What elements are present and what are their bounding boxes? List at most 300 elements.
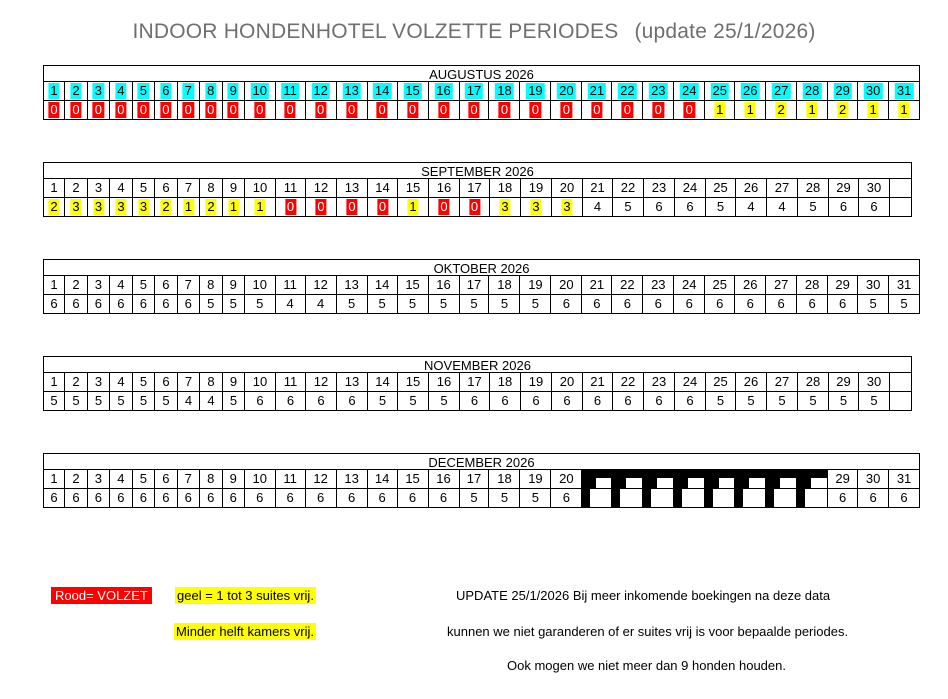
blocked-mark	[780, 470, 796, 478]
legend-yellow-2	[174, 623, 316, 640]
day-number: 15	[405, 374, 421, 389]
day-cell	[337, 470, 368, 489]
day-number: 5	[139, 83, 147, 98]
free-suites-value: 1	[409, 199, 417, 214]
free-suites-value: 5	[347, 296, 356, 311]
day-cell	[398, 179, 429, 198]
day-number: 22	[620, 180, 636, 195]
free-suites-value: 0	[500, 102, 509, 117]
day-number: 2	[72, 83, 80, 98]
day-cell	[643, 82, 674, 101]
day-number: 29	[835, 471, 850, 486]
value-cell	[552, 392, 583, 411]
free-suites-value: 6	[777, 296, 785, 311]
title-main: INDOOR HONDENHOTEL VOLZETTE PERIODES	[132, 20, 619, 43]
day-cell	[489, 470, 520, 489]
free-suites-value: 5	[869, 296, 877, 311]
free-suites-value: 5	[716, 393, 725, 408]
value-cell	[337, 101, 368, 120]
value-cell	[489, 101, 520, 120]
value-cell	[337, 198, 368, 217]
free-suites-value: 0	[378, 102, 386, 117]
day-cell	[674, 276, 705, 295]
free-suites-value: 5	[378, 296, 386, 311]
free-suites-value: 0	[139, 102, 147, 117]
value-cell	[429, 392, 460, 411]
free-suites-value: 0	[317, 102, 325, 117]
free-suites-value: 5	[900, 296, 908, 311]
value-cell	[306, 392, 337, 411]
day-number: 2	[72, 180, 80, 195]
value-cell	[43, 489, 65, 508]
value-cell	[643, 295, 674, 314]
day-number: 10	[252, 471, 267, 486]
page-title	[0, 20, 948, 44]
value-cell-blocked	[582, 489, 612, 508]
day-number: 27	[773, 83, 789, 98]
free-suites-value: 6	[593, 393, 602, 408]
free-suites-value: 6	[50, 490, 58, 505]
free-suites-value: 4	[317, 296, 325, 311]
free-suites-value: 6	[686, 199, 694, 214]
value-cell	[829, 198, 859, 217]
day-number: 5	[139, 374, 148, 389]
day-cell	[245, 179, 276, 198]
day-row	[43, 276, 920, 295]
legend-yellow-label: geel = 1 tot 3 suites vrij.	[177, 588, 314, 603]
value-cell	[133, 489, 155, 508]
free-suites-value: 5	[408, 296, 417, 311]
free-suites-value: 6	[117, 296, 125, 311]
value-cell	[706, 392, 736, 411]
day-cell	[612, 276, 643, 295]
day-number: 11	[283, 180, 298, 195]
free-suites-value: 5	[470, 296, 478, 311]
value-cell	[110, 101, 133, 120]
value-cell	[643, 101, 674, 120]
day-cell	[276, 276, 306, 295]
day-cell	[200, 276, 223, 295]
day-number: 27	[774, 374, 790, 389]
free-suites-value: 6	[532, 393, 540, 408]
free-suites-value: 5	[870, 393, 878, 408]
free-suites-value: 5	[229, 296, 237, 311]
free-suites-value: 5	[162, 393, 170, 408]
blocked-mark	[688, 470, 704, 478]
day-cell	[245, 82, 276, 101]
day-cell	[889, 276, 920, 295]
blocked-mark	[582, 470, 596, 488]
day-cell	[276, 373, 306, 392]
value-cell	[133, 198, 155, 217]
value-cell-blocked	[735, 489, 766, 508]
value-cell	[460, 392, 490, 411]
day-cell	[200, 470, 223, 489]
day-cell	[65, 373, 88, 392]
blocked-mark	[811, 470, 827, 478]
blocked-mark	[596, 470, 611, 478]
day-cell	[460, 179, 490, 198]
day-number: 23	[651, 277, 666, 292]
value-cell	[889, 295, 920, 314]
value-cell	[612, 101, 643, 120]
free-suites-value: 4	[593, 199, 602, 214]
day-number: 22	[620, 277, 635, 292]
blocked-mark	[643, 470, 657, 488]
value-cell-blocked	[766, 489, 797, 508]
month-title: SEPTEMBER 2026	[43, 162, 912, 179]
free-suites-value: 6	[162, 490, 170, 505]
day-cell-blocked	[735, 470, 766, 489]
day-number: 31	[896, 471, 912, 486]
day-number: 22	[620, 374, 636, 389]
day-number: 6	[162, 180, 170, 195]
day-cell	[200, 373, 223, 392]
day-cell	[223, 373, 245, 392]
day-cell	[706, 373, 736, 392]
value-cell	[88, 489, 110, 508]
month-block	[43, 65, 920, 120]
blocked-mark	[797, 470, 811, 488]
day-number: 16	[436, 83, 451, 98]
day-cell-blocked	[612, 470, 643, 489]
free-suites-value: 4	[286, 296, 294, 311]
day-cell	[368, 82, 398, 101]
value-cell	[858, 489, 889, 508]
free-suites-value: 0	[685, 102, 693, 117]
value-cell	[582, 101, 612, 120]
day-number: 31	[896, 83, 912, 98]
day-number: 13	[344, 277, 359, 292]
blocked-mark	[735, 489, 743, 507]
day-number: 11	[283, 277, 297, 292]
free-suites-value: 1	[256, 199, 264, 214]
value-cell	[245, 295, 276, 314]
empty-cell	[890, 179, 912, 198]
day-number: 31	[896, 277, 912, 292]
free-suites-value: 0	[286, 199, 295, 214]
free-suites-value: 6	[655, 199, 663, 214]
free-suites-value: 0	[207, 102, 215, 117]
day-cell	[88, 373, 110, 392]
day-cell	[110, 470, 133, 489]
day-number: 28	[805, 374, 821, 389]
free-suites-value: 2	[162, 199, 170, 214]
day-cell	[368, 276, 398, 295]
day-number: 11	[283, 471, 297, 486]
free-suites-value: 6	[256, 393, 264, 408]
day-number: 10	[252, 277, 267, 292]
free-suites-value: 5	[117, 393, 125, 408]
value-cell	[306, 198, 337, 217]
value-cell	[675, 198, 706, 217]
day-number: 4	[117, 277, 125, 292]
day-number: 29	[836, 374, 851, 389]
day-cell-blocked	[643, 470, 674, 489]
value-cell	[223, 198, 245, 217]
value-cell	[798, 198, 829, 217]
day-number: 23	[651, 180, 667, 195]
free-suites-value: 2	[50, 199, 58, 214]
value-cell	[612, 295, 643, 314]
free-suites-value: 1	[808, 102, 816, 117]
update-note-1: UPDATE 25/1/2026 Bij meer inkomende boekingen na deze data	[456, 588, 831, 603]
free-suites-value: 6	[563, 393, 571, 408]
free-suites-value: 6	[184, 296, 192, 311]
day-cell	[337, 82, 368, 101]
value-cell	[276, 101, 306, 120]
value-cell	[178, 392, 200, 411]
day-cell	[706, 179, 736, 198]
value-cell	[223, 489, 245, 508]
value-cell	[245, 392, 276, 411]
free-suites-value: 0	[470, 102, 478, 117]
day-number: 16	[436, 374, 452, 389]
free-suites-value: 6	[207, 490, 215, 505]
day-cell	[889, 470, 920, 489]
day-cell	[43, 470, 65, 489]
day-number: 18	[497, 180, 513, 195]
day-number: 17	[467, 374, 482, 389]
day-cell	[489, 82, 520, 101]
value-cell	[490, 198, 521, 217]
day-cell	[43, 373, 65, 392]
day-row	[43, 82, 920, 101]
day-cell	[223, 470, 245, 489]
day-cell	[829, 179, 859, 198]
day-number: 12	[313, 374, 329, 389]
blocked-mark	[626, 470, 642, 478]
free-suites-value: 3	[563, 199, 571, 214]
day-number: 18	[497, 83, 512, 98]
day-cell	[858, 470, 889, 489]
blocked-mark	[674, 489, 682, 507]
free-suites-value: 0	[593, 102, 601, 117]
blocked-mark	[719, 470, 734, 478]
free-suites-value: 6	[839, 199, 848, 214]
blocked-mark	[705, 470, 719, 488]
day-number: 3	[94, 83, 103, 98]
free-suites-value: 6	[347, 490, 356, 505]
day-number: 1	[50, 374, 58, 389]
value-cell	[368, 101, 398, 120]
free-suites-value: 5	[809, 199, 817, 214]
day-number: 1	[50, 83, 58, 98]
free-suites-value: 6	[623, 296, 631, 311]
day-cell	[460, 470, 490, 489]
day-number: 3	[94, 471, 103, 486]
day-number: 29	[836, 180, 851, 195]
title-update: (update 25/1/2026)	[634, 20, 816, 43]
free-suites-value: 6	[655, 393, 663, 408]
day-cell	[368, 470, 398, 489]
value-cell	[736, 198, 767, 217]
day-number: 14	[374, 83, 390, 98]
value-cell	[43, 295, 65, 314]
free-suites-value: 0	[72, 102, 80, 117]
free-suites-value: 6	[286, 393, 295, 408]
legend-yellow-label-2: Minder helft kamers vrij.	[176, 624, 314, 639]
day-row	[43, 179, 912, 198]
day-cell	[200, 82, 223, 101]
blocked-mark	[749, 470, 765, 478]
day-number: 25	[713, 180, 728, 195]
day-number: 2	[72, 471, 80, 486]
day-cell	[88, 179, 110, 198]
value-cell	[674, 295, 705, 314]
free-suites-value: 0	[256, 102, 264, 117]
free-suites-value: 5	[139, 393, 148, 408]
day-number: 7	[184, 374, 193, 389]
day-row	[43, 470, 920, 489]
value-cell	[767, 392, 798, 411]
day-cell	[858, 276, 889, 295]
value-cell	[245, 489, 276, 508]
value-cell	[520, 295, 551, 314]
blocked-mark	[582, 489, 590, 507]
free-suites-value: 6	[562, 490, 571, 505]
day-number: 14	[374, 471, 390, 486]
day-number: 19	[528, 374, 544, 389]
day-cell-blocked	[582, 470, 612, 489]
free-suites-value: 6	[501, 393, 509, 408]
free-suites-value: 6	[870, 199, 878, 214]
value-cell	[460, 489, 490, 508]
day-number: 6	[162, 374, 170, 389]
free-suites-value: 5	[809, 393, 817, 408]
value-cell	[155, 392, 178, 411]
day-number: 21	[589, 83, 605, 98]
free-suites-value: 1	[900, 102, 908, 117]
day-cell	[133, 373, 155, 392]
free-suites-value: 6	[317, 393, 325, 408]
value-cell	[368, 392, 398, 411]
month-title: DECEMBER 2026	[43, 453, 920, 470]
blocked-mark	[657, 470, 673, 478]
day-cell	[223, 82, 245, 101]
free-suites-value: 6	[50, 296, 58, 311]
free-suites-value: 0	[623, 102, 631, 117]
value-cell	[245, 198, 276, 217]
day-cell	[178, 373, 200, 392]
day-cell	[65, 276, 88, 295]
value-cell	[276, 489, 306, 508]
day-cell	[859, 179, 890, 198]
day-number: 5	[139, 471, 147, 486]
free-suites-value: 0	[286, 102, 294, 117]
free-suites-value: 1	[716, 102, 724, 117]
value-cell	[223, 392, 245, 411]
day-number: 28	[804, 277, 820, 292]
day-cell	[675, 179, 706, 198]
day-cell	[178, 179, 200, 198]
free-suites-value: 6	[229, 490, 237, 505]
day-number: 30	[866, 180, 882, 195]
day-cell	[551, 470, 582, 489]
value-cell	[460, 198, 490, 217]
value-cell	[306, 489, 337, 508]
day-cell	[798, 179, 829, 198]
day-number: 7	[184, 277, 192, 292]
value-cell	[337, 295, 368, 314]
empty-cell	[890, 198, 912, 217]
day-number: 7	[184, 180, 193, 195]
value-cell	[429, 101, 460, 120]
day-number: 19	[528, 83, 543, 98]
day-number: 26	[743, 180, 759, 195]
free-suites-value: 6	[94, 490, 103, 505]
day-cell	[306, 373, 337, 392]
day-number: 24	[682, 83, 697, 98]
free-suites-value: 0	[562, 102, 571, 117]
day-number: 20	[559, 471, 574, 486]
day-cell-blocked	[797, 470, 828, 489]
day-cell	[65, 179, 88, 198]
free-suites-value: 0	[50, 102, 58, 117]
value-cell	[429, 295, 460, 314]
value-cell	[276, 295, 306, 314]
value-cell	[489, 489, 520, 508]
value-cell	[368, 198, 398, 217]
day-cell	[675, 373, 706, 392]
value-cell	[155, 198, 178, 217]
day-number: 25	[713, 374, 728, 389]
free-suites-value: 6	[654, 296, 662, 311]
free-suites-value: 0	[470, 199, 479, 214]
day-cell	[155, 82, 178, 101]
value-cell	[675, 392, 706, 411]
day-number: 8	[207, 277, 215, 292]
value-cell	[200, 198, 223, 217]
day-number: 5	[139, 180, 148, 195]
month-title: AUGUSTUS 2026	[43, 65, 920, 82]
day-number: 9	[229, 277, 237, 292]
day-number: 2	[72, 374, 80, 389]
free-suites-value: 6	[869, 490, 877, 505]
value-cell	[429, 489, 460, 508]
free-suites-value: 5	[256, 296, 264, 311]
day-cell	[429, 276, 460, 295]
day-number: 7	[184, 471, 192, 486]
day-number: 15	[405, 471, 420, 486]
day-number: 13	[344, 374, 360, 389]
day-cell-blocked	[705, 470, 735, 489]
day-cell	[155, 179, 178, 198]
value-cell	[767, 198, 798, 217]
free-suites-value: 5	[50, 393, 58, 408]
day-cell	[429, 470, 460, 489]
day-cell	[490, 179, 521, 198]
blocked-mark	[674, 470, 688, 488]
free-suites-value: 4	[207, 393, 215, 408]
value-cell	[110, 295, 133, 314]
day-number: 24	[682, 180, 698, 195]
day-number: 29	[835, 83, 850, 98]
value-cell	[65, 295, 88, 314]
day-cell	[520, 276, 551, 295]
availability-row	[43, 392, 912, 411]
day-number: 20	[559, 374, 575, 389]
value-cell	[398, 198, 429, 217]
value-cell	[521, 198, 552, 217]
value-cell	[674, 101, 705, 120]
day-cell	[133, 179, 155, 198]
day-number: 10	[252, 374, 268, 389]
free-suites-value: 0	[654, 102, 662, 117]
value-cell	[735, 101, 766, 120]
day-cell	[337, 276, 368, 295]
value-cell	[551, 101, 582, 120]
